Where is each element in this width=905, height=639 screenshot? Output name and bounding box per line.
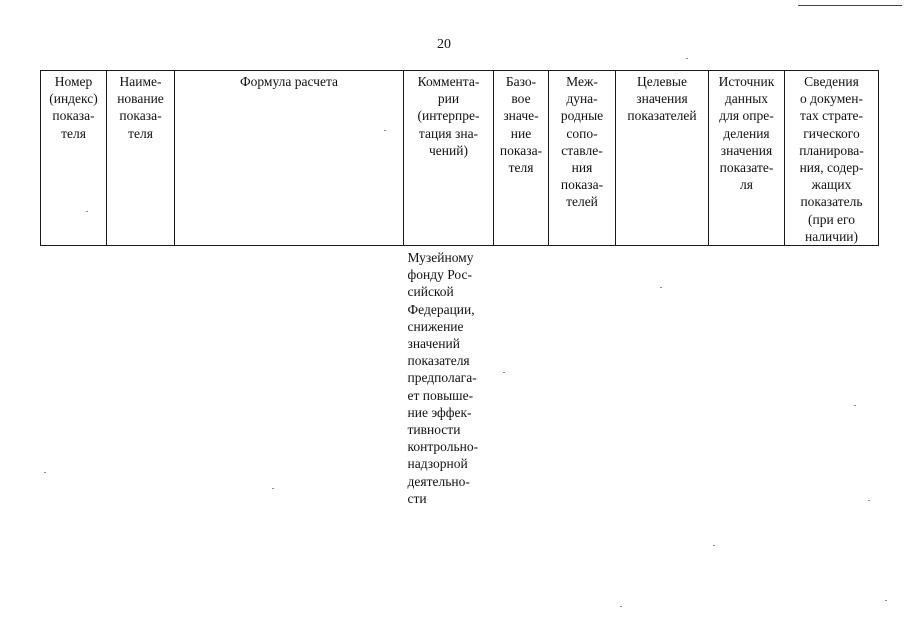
scan-speck [885,600,887,601]
cell-calculation-formula [175,246,404,508]
header-calculation-formula: Формула расчета [175,71,404,246]
scan-speck [686,58,688,59]
header-international-comparison: Меж- дуна- родные сопо- ставле- ния показа- телей [549,71,616,246]
scan-speck [86,211,88,212]
scan-speck [620,606,622,607]
scan-speck [384,130,386,131]
header-indicator-name: Наиме- нование показа- теля [107,71,175,246]
cell-international-comparison [549,246,616,508]
cell-strategic-documents [785,246,879,508]
header-rule [798,5,902,6]
header-data-source: Источник данных для опре- деления значения показате- ля [709,71,785,246]
table-row [41,246,879,508]
scan-speck [44,472,46,473]
cell-indicator-name [107,246,175,508]
cell-indicator-number [41,246,107,508]
header-base-value: Базо- вое значе- ние показа- теля [494,71,549,246]
scan-speck [503,372,505,373]
cell-target-values [616,246,709,508]
scan-speck [272,488,274,489]
scan-speck [713,545,715,546]
header-indicator-number: Номер (индекс) показа- теля [41,71,107,246]
cell-data-source [709,246,785,508]
indicators-table [40,70,879,507]
header-target-values: Целевые значения показателей [616,71,709,246]
scan-speck [660,287,662,288]
cell-base-value [494,246,549,508]
cell-comment: Музейному фонду Рос- сийской Федерации, снижение значений показателя предполага- ет повыше- ние эффек- тивности контрольно- надзорной деятельно- сти [407,250,479,506]
scan-speck [868,500,870,501]
page-number: 20 [437,37,451,52]
scan-speck [854,405,856,406]
table-header-row [41,71,879,246]
header-comments: Коммента- рии (интерпре- тация зна- чений) [404,71,494,246]
header-strategic-documents: Сведения о докумен- тах страте- гического планирова- ния, содер- жащих показатель (при его наличии) [785,71,879,246]
